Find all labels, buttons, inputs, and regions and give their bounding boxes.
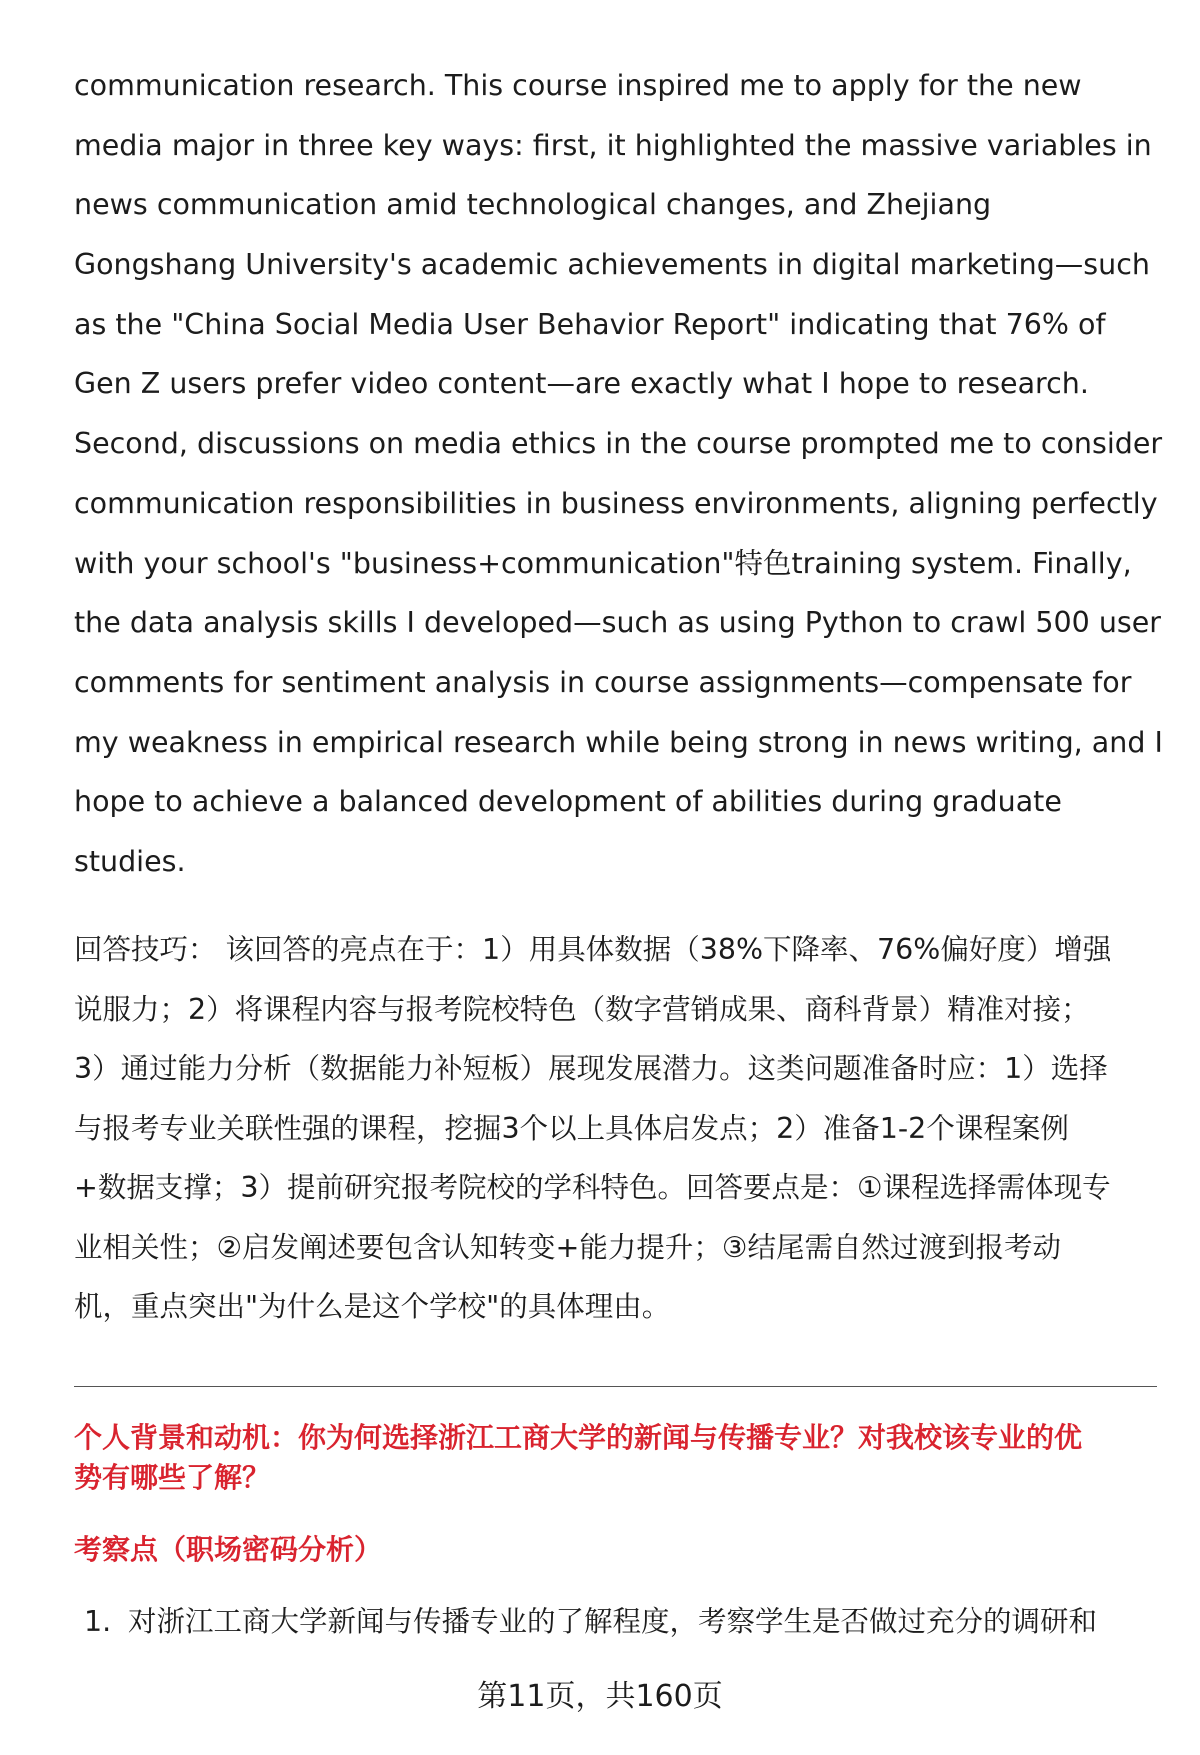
body-line: news communication amid technological changes, and Zhejiang [74,188,992,222]
body-line: as the "China Social Media User Behavior Report" indicating that 76% of [74,307,1106,341]
body-line: Second, discussions on media ethics in the course prompted me to consider [74,427,1163,461]
tips-line: 说服力；2）将课程内容与报考院校特色（数字营销成果、商科背景）精准对接； [74,992,1090,1026]
tips-line: 机，重点突出"为什么是这个学校"的具体理由。 [74,1290,671,1323]
question-heading [74,1418,1164,1498]
tips-line: 业相关性；②启发阐述要包含认知转变+能力提升；③结尾需自然过渡到报考动 [74,1230,1061,1264]
body-line: the data analysis skills I developed—such as using Python to crawl 500 user [74,606,1162,640]
tips-line: 回答技巧： 该回答的亮点在于：1）用具体数据（38%下降率、76%偏好度）增强 [74,933,1112,966]
body-line: comments for sentiment analysis in course assignments—compensate for [74,665,1132,699]
question-line: 势有哪些了解？ [74,1461,271,1494]
body-line: studies. [74,844,186,878]
tips-line: +数据支撑；3）提前研究报考院校的学科特色。回答要点是：①课程选择需体现专 [74,1171,1111,1204]
list-number: 1. [84,1605,112,1638]
body-line: hope to achieve a balanced development of abilities during graduate [74,785,1062,819]
section-divider [74,1386,1157,1387]
body-line: Gen Z users prefer video content—are exactly what I hope to research. [74,367,1089,401]
tips-line: 3）通过能力分析（数据能力补短板）展现发展潜力。这类问题准备时应：1）选择 [74,1052,1108,1085]
body-line: my weakness in empirical research while being strong in news writing, and I [74,725,1163,759]
list-item [84,1602,1097,1642]
answer-tips-paragraph [74,920,1164,1337]
body-paragraph [74,56,1164,892]
page-number-footer: 第11页，共160页 [477,1679,723,1714]
assessment-heading: 考察点（职场密码分析） [74,1533,383,1566]
body-line: communication responsibilities in business environments, aligning perfectly [74,486,1158,520]
body-line: with your school's "business+communication"特色training system. Finally, [74,546,1132,580]
body-line: media major in three key ways: first, it highlighted the massive variables in [74,128,1152,162]
tips-line: 与报考专业关联性强的课程，挖掘3个以上具体启发点；2）准备1-2个课程案例 [74,1111,1069,1145]
question-line: 个人背景和动机：你为何选择浙江工商大学的新闻与传播专业？对我校该专业的优 [74,1421,1083,1454]
body-line: communication research. This course inspired me to apply for the new [74,69,1082,102]
list-text: 对浙江工商大学新闻与传播专业的了解程度，考察学生是否做过充分的调研和 [128,1605,1098,1638]
body-line: Gongshang University's academic achievements in digital marketing—such [74,248,1150,282]
